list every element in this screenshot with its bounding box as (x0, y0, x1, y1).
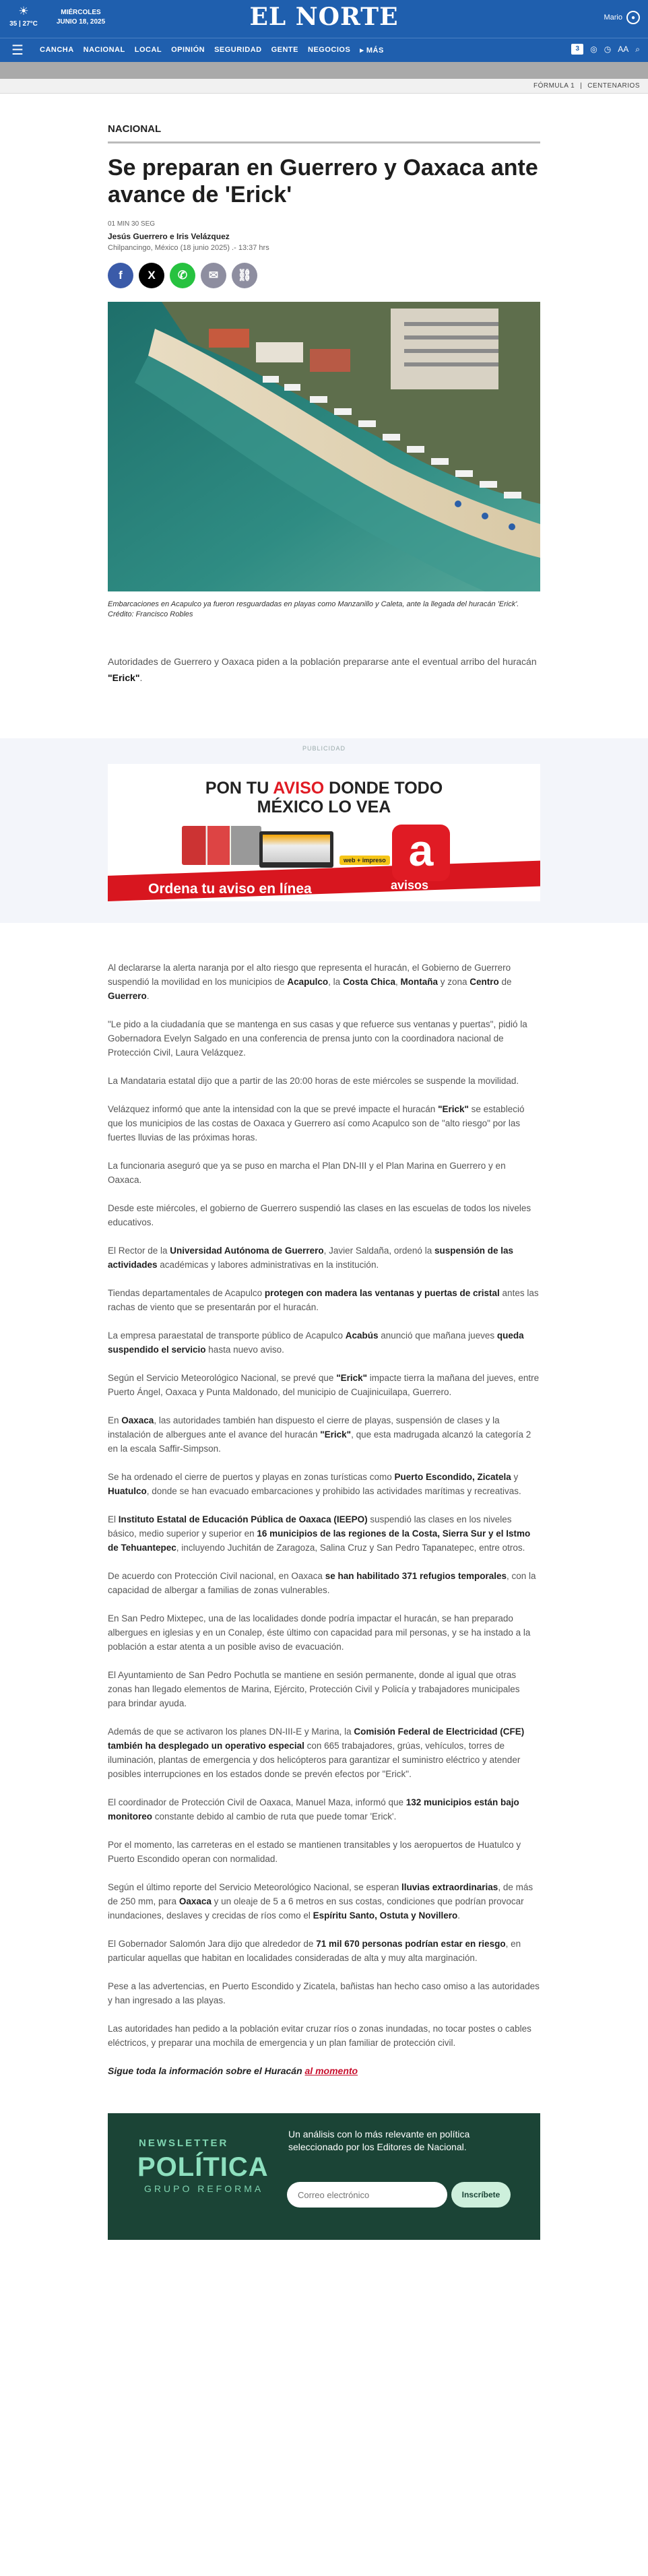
body-paragraph: Por el momento, las carreteras en el estado se mantienen transitables y los aeropuertos de Huatulco y Puerto Escondido operan con normalidad. (108, 1840, 521, 1864)
site-logo[interactable]: EL NORTE (249, 3, 399, 31)
newsletter-description: Un análisis con lo más relevante en política seleccionado por los Editores de Nacional. (288, 2129, 470, 2152)
body-paragraph: El Rector de la Universidad Autónoma de Guerrero, Javier Saldaña, ordenó la suspensión de las actividades académicas y labores administrativas en la institución. (108, 1246, 513, 1270)
nav-item-negocios[interactable]: NEGOCIOS (308, 46, 351, 54)
body-paragraph: Tiendas departamentales de Acapulco protegen con madera las ventanas y puertas de cristal antes las rachas de viento que se presentarán por el huracán. (108, 1288, 539, 1312)
article-body (108, 961, 540, 2078)
body-paragraph: El Gobernador Salomón Jara dijo que alrededor de 71 mil 670 personas podrían estar en riesgo, en particular aquellas que habitan en localidades consideradas de alta y muy alta marginación. (108, 1939, 521, 1963)
read-time: 01 MIN 30 SEG (108, 220, 156, 228)
ad-headline-1 (108, 779, 540, 798)
clock-icon[interactable]: ◷ (604, 44, 612, 54)
whatsapp-icon[interactable]: ✆ (170, 263, 195, 288)
nav-item-nacional[interactable]: NACIONAL (83, 46, 125, 54)
body-paragraph: De acuerdo con Protección Civil nacional, en Oaxaca se han habilitado 371 refugios temporales, con la capacidad de albergar a familias de zonas vulnerables. (108, 1571, 536, 1595)
subnav-item-centenarios[interactable]: CENTENARIOS (587, 82, 640, 90)
body-paragraph: Pese a las advertencias, en Puerto Escondido y Zicatela, bañistas han hecho caso omiso a las autoridades y han ingresado a las playas. (108, 1981, 540, 2005)
newsletter-title: POLÍTICA (137, 2152, 269, 2182)
place-date: Chilpancingo, México (18 junio 2025) .- 13:37 hrs (108, 244, 269, 252)
ad-web-tag: web + impreso (339, 856, 390, 865)
hamburger-menu-icon[interactable]: ☰ (11, 43, 24, 58)
nav-menu (35, 46, 389, 55)
temperature: 35 | 27°C (9, 20, 38, 28)
facebook-icon[interactable]: f (108, 263, 133, 288)
laptop-icon (259, 831, 333, 868)
body-paragraphs (108, 961, 540, 2050)
body-paragraph: "Le pido a la ciudadanía que se mantenga en sus casas y que refuerce sus ventanas y puertas", pidió la Gobernadora Evelyn Salgado en una conferencia de prensa junto con la coordinadora nacional de Protección Civil, Laura Velázquez. (108, 1019, 527, 1058)
nav-item-opinion[interactable]: OPINIÓN (171, 46, 205, 54)
lead-text-start: Autoridades de Guerrero y Oaxaca piden a la población prepararse ante el eventual arribo del huracán (108, 656, 537, 667)
more-info-link-line (108, 2064, 540, 2078)
body-paragraph: El coordinador de Protección Civil de Oaxaca, Manuel Maza, informó que 132 municipios están bajo monitoreo constante debido al cambio de ruta que puede tomar 'Erick'. (108, 1797, 519, 1822)
body-paragraph: La empresa paraestatal de transporte público de Acapulco Acabús anunció que mañana jueves queda suspendido el servicio hasta nuevo aviso. (108, 1330, 524, 1355)
ad-band (0, 738, 648, 923)
nav-item-gente[interactable]: GENTE (271, 46, 298, 54)
nav-item-local[interactable]: LOCAL (134, 46, 162, 54)
x-icon[interactable]: X (139, 263, 164, 288)
photo-caption: Embarcaciones en Acapulco ya fueron resguardadas en playas como Manzanillo y Caleta, ante la llegada del huracán 'Erick'. Crédito: Francisco Robles (108, 600, 519, 618)
beach-photo-image (108, 302, 540, 591)
body-paragraph: Al declararse la alerta naranja por el alto riesgo que representa el huracán, el Gobierno de Guerrero suspendió la movilidad en los municipios de Acapulco, la Costa Chica, Montaña y zona Centro de Guerrero. (108, 963, 512, 1001)
email-icon[interactable]: ✉ (201, 263, 226, 288)
sub-nav (0, 79, 648, 94)
newspaper-icon (182, 826, 261, 865)
banner-placeholder (0, 62, 648, 79)
lead-text-end: . (139, 672, 143, 683)
subnav-divider: | (580, 82, 583, 90)
body-paragraph: El Instituto Estatal de Educación Pública de Oaxaca (IEEPO) suspendió las clases en los niveles básico, medio superior y superior en 16 municipios de las regiones de la Costa, Sierra Sur y el Istmo de Tehuantepec, incluyendo Juchitán de Zaragoza, Salina Cruz y San Pedro Tapanatepec, entre otros. (108, 1514, 531, 1553)
date-text: JUNIO 18, 2025 (56, 18, 106, 26)
main-nav (0, 38, 648, 62)
ad-order-text: Ordena tu aviso en línea (148, 881, 312, 897)
sun-icon: ☀ (18, 5, 29, 18)
ad-headline-2: MÉXICO LO VEA (257, 798, 391, 816)
subnav-item-formula1[interactable]: FÓRMULA 1 (533, 82, 575, 90)
byline: Jesús Guerrero e Iris Velázquez (108, 232, 230, 241)
user-menu[interactable] (604, 11, 640, 24)
more-info-text: Sigue toda la información sobre el Huracán (108, 2065, 305, 2076)
link-icon[interactable]: ⛓ (232, 263, 257, 288)
body-paragraph: En Oaxaca, las autoridades también han dispuesto el cierre de playas, suspensión de clases y la instalación de albergues ante el avance del huracán "Erick", que esta madrugada alcanzó la categoría 2 en la escala Saffir-Simpson. (108, 1415, 531, 1454)
body-paragraph: La funcionaria aseguró que ya se puso en marcha el Plan DN-III y el Plan Marina en Guerrero y en Oaxaca. (108, 1161, 506, 1185)
ad-label: PUBLICIDAD (302, 745, 346, 752)
headphones-icon[interactable]: ◎ (590, 44, 597, 54)
article (108, 94, 540, 686)
weekday: MIÉRCOLES (61, 9, 101, 16)
lead-hurricane-name: "Erick" (108, 672, 140, 683)
ad-headline-1a: PON TU (205, 779, 273, 798)
body-paragraph: Se ha ordenado el cierre de puertos y playas en zonas turísticas como Puerto Escondido, Zicatela y Huatulco, donde se han evacuado embarcaciones y prohibido las actividades marítimas y recreativas. (108, 1472, 521, 1496)
nav-item-cancha[interactable]: CANCHA (40, 46, 74, 54)
body-paragraph: En San Pedro Mixtepec, una de las localidades donde podría impactar el huracán, se han preparado albergues en iglesias y en un Conalep, éste último con capacidad para mil personas, y se ha instado a la población a estar atenta a un posible aviso de evacuación. (108, 1613, 531, 1652)
subscribe-button[interactable]: Inscríbete (451, 2182, 511, 2208)
font-size-button[interactable]: AA (618, 44, 629, 54)
body-paragraph: Las autoridades han pedido a la población evitar cruzar ríos o zonas inundadas, no tocar postes o cables eléctricos, y preparar una mochila de emergencia y un plan familiar de protección civil. (108, 2024, 531, 2048)
headline: Se preparan en Guerrero y Oaxaca ante avance de 'Erick' (108, 155, 538, 207)
body-paragraph: Según el Servicio Meteorológico Nacional, se prevé que "Erick" impacte tierra la mañana del jueves, entre Puerto Ángel, Oaxaca y Punta Maldonado, del municipio de Cuajinicuilapa, Guerrero. (108, 1373, 540, 1397)
share-buttons (108, 263, 540, 288)
ad-headline-aviso: AVISO (273, 779, 325, 798)
article-lead (108, 653, 540, 686)
nav-tools (571, 44, 640, 55)
body-paragraph: Desde este miércoles, el gobierno de Guerrero suspendió las clases en las escuelas de todos los niveles educativos. (108, 1203, 531, 1227)
nav-item-seguridad[interactable]: SEGURIDAD (214, 46, 262, 54)
search-icon[interactable]: ⌕ (635, 44, 640, 54)
al-momento-link[interactable]: al momento (304, 2065, 358, 2076)
body-paragraph: La Mandataria estatal dijo que a partir de las 20:00 horas de este miércoles se suspende la movilidad. (108, 1076, 519, 1086)
email-input[interactable] (287, 2182, 447, 2208)
body-paragraph: Además de que se activaron los planes DN-III-E y Marina, la Comisión Federal de Electricidad (CFE) también ha desplegado un operativo especial con 665 trabajadores, grúas, vehículos, torres de iluminación, plantas de emergencia y dos helicópteros para garantizar el suministro eléctrico y atender posibles interrupciones en los estados donde se prevén efectos por "Erick". (108, 1727, 525, 1779)
newspaper-badge[interactable]: 3 (571, 44, 583, 55)
newsletter-group: GRUPO REFORMA (144, 2183, 264, 2194)
avisos-brand: avisos (391, 878, 429, 892)
ad-headline-1b: DONDE TODO (324, 779, 443, 798)
article-photo[interactable] (108, 302, 540, 591)
user-icon: ● (626, 11, 640, 24)
newsletter-kicker: NEWSLETTER (139, 2137, 229, 2149)
newsletter-signup (108, 2113, 540, 2240)
body-paragraph: El Ayuntamiento de San Pedro Pochutla se mantiene en sesión permanente, donde al igual que otras zonas han llegado elementos de Marina, Ejército, Protección Civil y Policía y trabajadores municipales para brindar ayuda. (108, 1670, 520, 1708)
site-header (0, 0, 648, 38)
section-label[interactable]: NACIONAL (108, 123, 540, 143)
body-paragraph: Velázquez informó que ante la intensidad con la que se prevé impacte el huracán "Erick" se estableció que los municipios de las costas de Oaxaca y Guerrero así como Acapulco son de "alto riesgo" por las fuertes lluvias de las próximas horas. (108, 1104, 525, 1142)
nav-item-mas[interactable]: ▸ MÁS (360, 46, 384, 55)
avisos-ad[interactable] (108, 764, 540, 901)
user-name: Mario (604, 13, 622, 22)
avisos-logo-icon: a (392, 825, 450, 881)
body-paragraph: Según el último reporte del Servicio Meteorológico Nacional, se esperan lluvias extraordinarias, de más de 250 mm, para Oaxaca y un oleaje de 5 a 6 metros en sus costas, condiciones que podrían provocar inundaciones, deslaves y crecidas de ríos como el Espíritu Santo, Ostuta y Novillero. (108, 1882, 533, 1921)
